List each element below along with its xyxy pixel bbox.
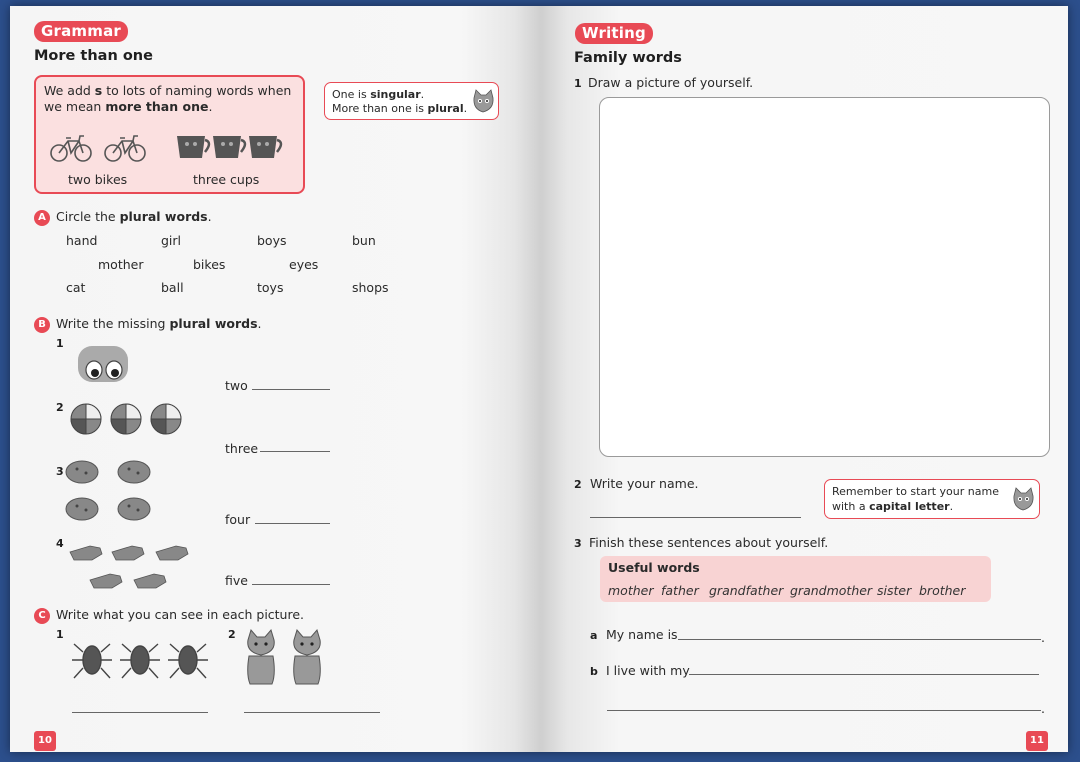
two-bikes-picture — [49, 133, 153, 167]
page-number-left: 10 — [34, 731, 56, 751]
word-eyes[interactable]: eyes — [289, 257, 319, 272]
book-spread — [10, 6, 1068, 752]
b-item-4-number: 4 — [56, 537, 64, 550]
three-cups-picture — [175, 132, 283, 164]
q2-number: 2 — [574, 478, 582, 491]
useful-word-brother: brother — [919, 583, 966, 598]
right-page — [541, 6, 1068, 752]
word-ball[interactable]: ball — [161, 280, 184, 295]
caption-two-bikes: two bikes — [68, 172, 128, 187]
word-boys[interactable]: boys — [257, 233, 287, 248]
b-item-2-number: 2 — [56, 401, 64, 414]
section-a-instruction: Circle the plural words. — [56, 209, 212, 224]
b-item-2-answer-line[interactable] — [260, 451, 330, 452]
sentence-b-text: I live with my — [606, 663, 690, 678]
useful-word-father: father — [661, 583, 699, 598]
cat-mascot-icon — [1011, 487, 1035, 513]
two-cats-picture — [240, 628, 332, 688]
singular-plural-note — [324, 82, 499, 120]
drawing-area[interactable] — [599, 97, 1050, 457]
word-toys[interactable]: toys — [257, 280, 284, 295]
useful-words-title: Useful words — [608, 560, 700, 575]
writing-tag: Writing — [575, 23, 653, 44]
b-item-3-number: 3 — [56, 465, 64, 478]
b-item-1-number: 1 — [56, 337, 64, 350]
caption-three-cups: three cups — [193, 172, 260, 187]
word-cat[interactable]: cat — [66, 280, 86, 295]
three-beetles-picture — [70, 634, 214, 682]
useful-words-box — [600, 556, 991, 602]
page-title: More than one — [34, 48, 153, 64]
cat-mascot-icon — [471, 89, 495, 115]
note-line-2: More than one is plural. — [332, 102, 468, 115]
info-line-2: we mean more than one. — [44, 99, 213, 114]
page-number-right: 11 — [1026, 731, 1048, 751]
left-page — [10, 6, 541, 752]
sentence-b-letter: b — [590, 665, 598, 678]
note-line-1: One is singular. — [332, 88, 425, 101]
sentence-a-letter: a — [590, 629, 598, 642]
word-hand[interactable]: hand — [66, 233, 98, 248]
b-item-3-word: four — [225, 512, 251, 527]
reminder-line-1: Remember to start your name — [832, 485, 999, 498]
useful-word-mother: mother — [608, 583, 654, 598]
page-title: Family words — [574, 50, 682, 66]
sentence-b-end: . — [1041, 701, 1045, 716]
section-b-badge: B — [34, 317, 50, 333]
grammar-tag: Grammar — [34, 21, 128, 42]
four-buns-picture — [64, 457, 154, 523]
b-item-1-word: two — [225, 378, 248, 393]
section-a-badge: A — [34, 210, 50, 226]
c-item-1-answer-line[interactable] — [72, 712, 208, 713]
useful-word-grandmother: grandmother — [790, 583, 873, 598]
word-bikes[interactable]: bikes — [193, 257, 226, 272]
word-girl[interactable]: girl — [161, 233, 182, 248]
name-answer-line[interactable] — [590, 517, 801, 518]
useful-word-sister: sister — [877, 583, 912, 598]
c-item-1-number: 1 — [56, 628, 64, 641]
sentence-a-answer-line[interactable] — [678, 639, 1041, 640]
q3-instruction: Finish these sentences about yourself. — [589, 535, 829, 550]
word-shops[interactable]: shops — [352, 280, 389, 295]
b-item-3-answer-line[interactable] — [255, 523, 330, 524]
b-item-4-answer-line[interactable] — [252, 584, 330, 585]
capital-letter-reminder — [824, 479, 1040, 519]
reminder-line-2: with a capital letter. — [832, 500, 954, 513]
b-item-4-word: five — [225, 573, 248, 588]
c-item-2-answer-line[interactable] — [244, 712, 380, 713]
q1-instruction: Draw a picture of yourself. — [588, 75, 754, 90]
q3-number: 3 — [574, 537, 582, 550]
sentence-a-end: . — [1041, 630, 1045, 645]
section-b-instruction: Write the missing plural words. — [56, 316, 262, 331]
section-c-badge: C — [34, 608, 50, 624]
five-hands-picture — [68, 534, 190, 592]
sentence-a-text: My name is — [606, 627, 678, 642]
info-line-1: We add s to lots of naming words when — [44, 83, 292, 98]
b-item-1-answer-line[interactable] — [252, 389, 330, 390]
rule-info-box — [34, 75, 305, 194]
three-balls-picture — [70, 402, 182, 436]
eyes-picture — [74, 340, 132, 386]
q2-instruction: Write your name. — [590, 476, 699, 491]
word-bun[interactable]: bun — [352, 233, 376, 248]
c-item-2-number: 2 — [228, 628, 236, 641]
useful-word-grandfather: grandfather — [709, 583, 784, 598]
sentence-b-answer-line[interactable] — [689, 674, 1039, 675]
sentence-b-answer-line-2[interactable] — [607, 710, 1041, 711]
b-item-2-word: three — [225, 441, 259, 456]
word-mother[interactable]: mother — [98, 257, 144, 272]
q1-number: 1 — [574, 77, 582, 90]
section-c-instruction: Write what you can see in each picture. — [56, 607, 305, 622]
